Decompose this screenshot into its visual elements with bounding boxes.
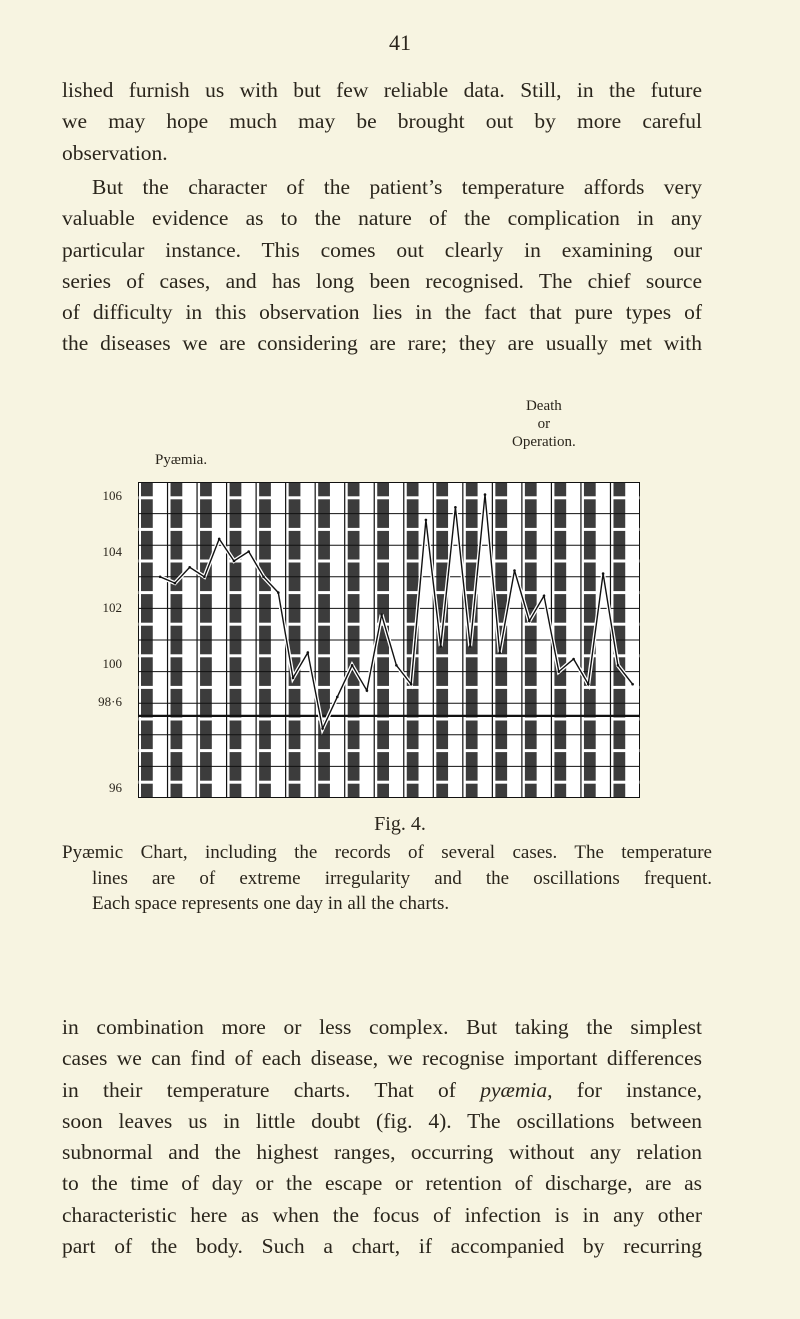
temperature-point [336, 696, 339, 699]
temperature-point [174, 582, 177, 585]
text-line: in combination more or less complex. But taking the simplest [62, 1015, 702, 1039]
text-line: characteristic here as when the focus of infection is in any other [62, 1202, 702, 1227]
temperature-point [572, 658, 575, 661]
y-tick-label: 104 [102, 544, 122, 559]
text-line: observation. [62, 140, 168, 165]
text-line: we may hope much may be brought out by more careful [62, 109, 702, 134]
temperature-point [380, 613, 383, 616]
y-tick-label: 98·6 [98, 694, 122, 709]
caption-line: Pyæmic Chart, including the records of several cases. The temperature [62, 842, 712, 863]
temperature-point [587, 683, 590, 686]
page-number: 41 [389, 30, 411, 55]
text-line: the diseases we are considering are rare; they are usually met with [62, 331, 702, 356]
temperature-point [277, 591, 280, 594]
temperature-point [247, 550, 250, 553]
temperature-point [159, 576, 162, 579]
band-gap [138, 496, 640, 499]
temperature-point [631, 683, 634, 686]
band-gap [138, 591, 640, 594]
temperature-point [617, 664, 620, 667]
temperature-point [469, 645, 472, 648]
temperature-point [528, 620, 531, 623]
text-fragment: for instance, [552, 1077, 702, 1102]
paragraph-2 [62, 172, 702, 360]
text-line: part of the body. Such a chart, if accompanied by recurring [62, 1234, 702, 1259]
temperature-point [410, 683, 413, 686]
text-line: particular instance. This comes out clearly in examining our [62, 237, 702, 262]
y-tick-label: 100 [102, 656, 122, 671]
band-gap [138, 781, 640, 784]
temperature-point [321, 727, 324, 730]
label-line: or [537, 416, 551, 432]
caption-line: lines are of extreme irregularity and the oscillations frequent. [92, 867, 712, 889]
text-line: cases we can find of each disease, we recognise important differences [62, 1046, 702, 1071]
y-tick-label: 96 [109, 780, 122, 795]
temperature-point [307, 651, 310, 654]
temperature-point [262, 576, 265, 579]
temperature-point [454, 506, 457, 509]
figure-caption [62, 840, 712, 917]
y-tick-label: 102 [102, 600, 122, 615]
temperature-point [513, 569, 516, 572]
temperature-point [203, 576, 206, 579]
temperature-point [425, 519, 428, 522]
text-line: But the character of the patient’s temperature affords very [92, 175, 702, 199]
band-gap [138, 560, 640, 563]
text-line: to the time of day or the escape or retention of discharge, are as [62, 1171, 702, 1196]
chart-label-death-or-operation [512, 397, 576, 451]
temperature-chart [138, 482, 640, 798]
text-fragment: in their temperature charts. That of [62, 1077, 481, 1102]
temperature-point [366, 689, 369, 692]
temperature-point [602, 572, 605, 575]
band-gap [138, 718, 640, 721]
text-line: soon leaves us in little doubt (fig. 4). The oscillations between [62, 1108, 702, 1133]
text-line: subnormal and the highest ranges, occurring without any relation [62, 1140, 702, 1165]
label-line: Death [525, 398, 562, 414]
temperature-point [498, 651, 501, 654]
paragraph-1 [62, 75, 702, 169]
band-gap [138, 749, 640, 752]
temperature-point [218, 538, 221, 541]
italic-term: pyæmia, [480, 1077, 553, 1102]
text-line: valuable evidence as to the nature of the complication in any [62, 206, 702, 231]
band-gap [138, 654, 640, 657]
temperature-point [395, 664, 398, 667]
temperature-point [558, 670, 561, 673]
temperature-point [233, 560, 236, 563]
band-gap [138, 686, 640, 689]
temperature-point [188, 566, 191, 569]
band-gap [138, 528, 640, 531]
temperature-point [351, 664, 354, 667]
temperature-point [439, 645, 442, 648]
band-gap [138, 623, 640, 626]
label-line: Operation. [512, 434, 576, 450]
figure-number: Fig. 4. [374, 813, 426, 835]
temperature-point [543, 595, 546, 598]
text-line [62, 1075, 702, 1106]
text-line: lished furnish us with but few reliable data. Still, in the future [62, 78, 702, 102]
chart-label-pyaemia: Pyæmia. [155, 452, 208, 468]
temperature-point [484, 493, 487, 496]
temperature-point [292, 677, 295, 680]
text-line: of difficulty in this observation lies in the fact that pure types of [62, 300, 702, 325]
caption-line: Each space represents one day in all the charts. [92, 893, 450, 914]
text-line: series of cases, and has long been recognised. The chief source [62, 268, 702, 293]
paragraph-3 [62, 1012, 702, 1262]
y-tick-label: 106 [102, 488, 122, 503]
